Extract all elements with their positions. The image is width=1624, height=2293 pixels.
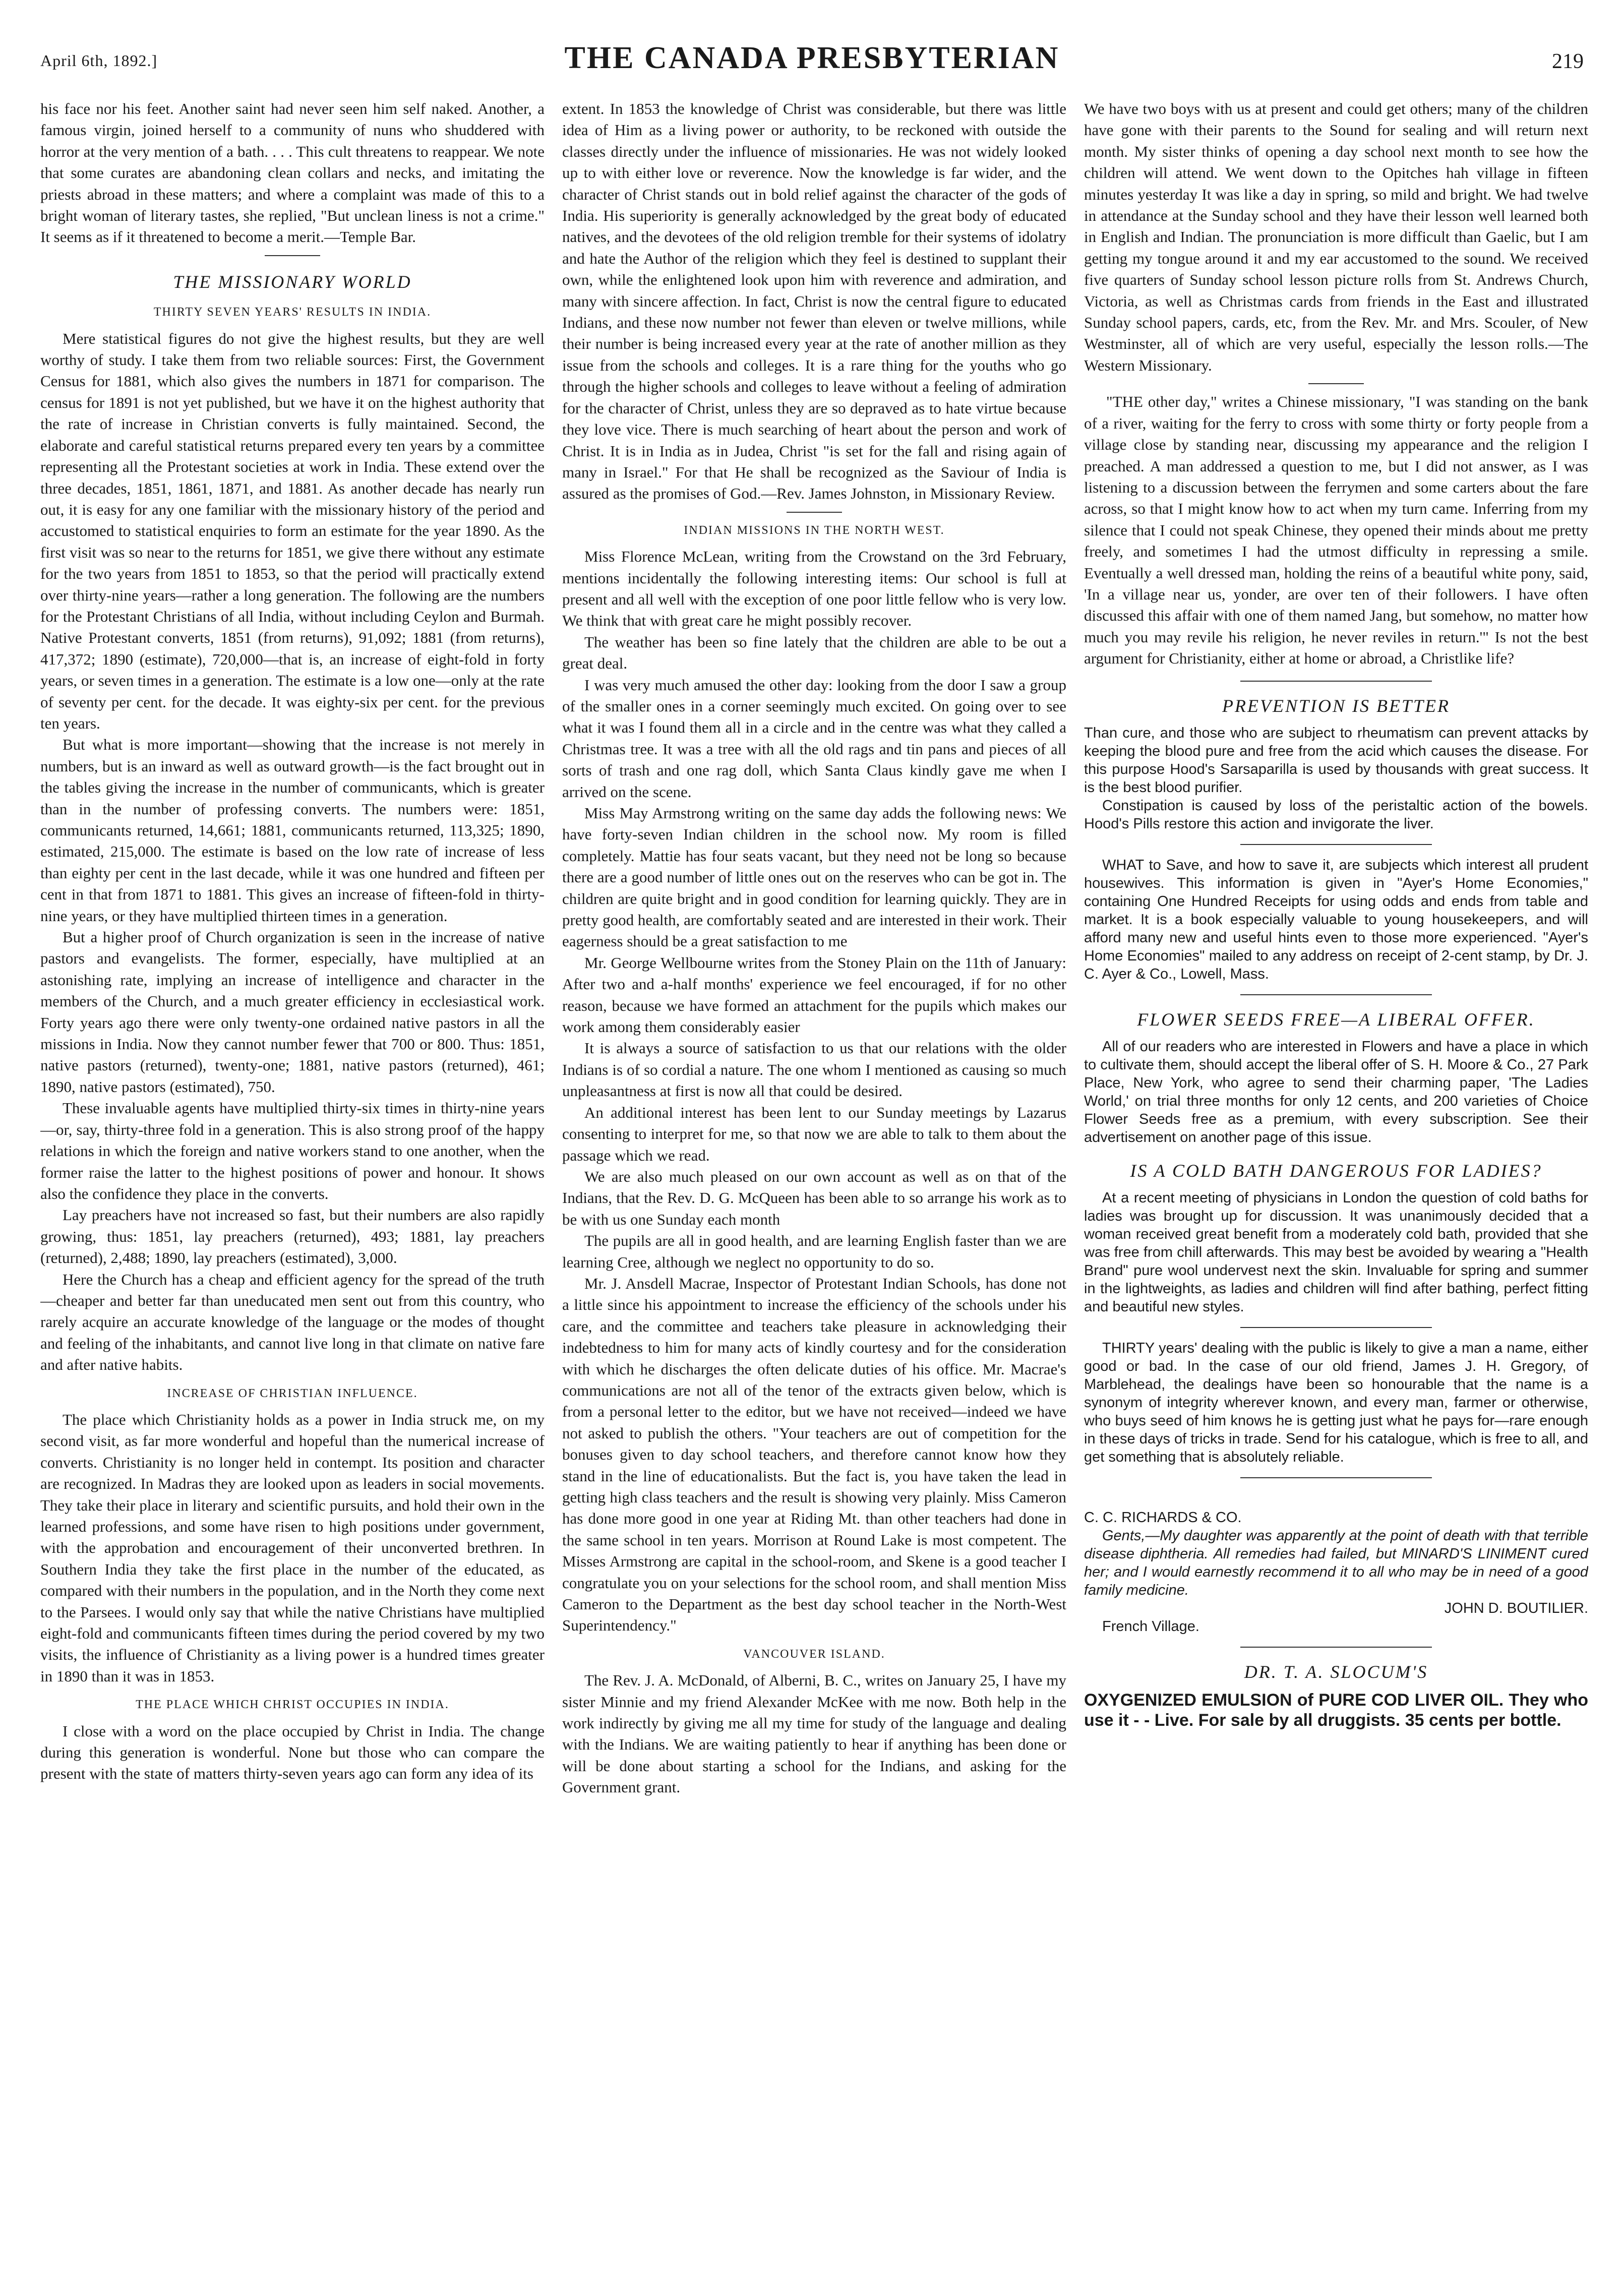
paragraph: Mr. J. Ansdell Macrae, Inspector of Protestant Indian Schools, has done not a little since his appointment to increase the efficiency of the schools under his care, and the committee and teachers take pleasure in acknowledging their indebtedness to him for many acts of kindly courtesy and for the consideration with which he discharges the often delicate duties of his office. Mr. Macrae's communications are not all of the tenor of the extracts given below, which is from a personal letter to the editor, but we have not received—indeed we have not asked to publish the others. "Your teachers are out of competition for the bonuses given to day school teachers, and therefore cannot know how they stand in the line of educationalists. But the fact is, you have taken the lead in getting high class teachers and the result is showing very plainly. Miss Cameron has done more good in one year at Riding Mt. than other teachers had done in the same school in ten years. Morrison at Round Lake is most competent. The Misses Armstrong are capital in the school-room, and Skene is a good teacher I congratulate you on your selections for the school room, and shall mention Miss Cameron to the Department as the best day school teacher in the North-West Superintendency." bbox=[562, 1274, 1066, 1635]
advertisement-hoods bbox=[1084, 697, 1588, 833]
ad-paragraph: All of our readers who are interested in Flowers and have a place in which to cultivate them, should accept the liberal offer of S. H. Moore & Co., 27 Park Place, New York, who agree to send their charming paper, 'The Ladies World,' on trial three months for only 12 cents, and 200 varieties of Choice Flower Seeds free as a premium, with every subscription. See their advertisement on another page of this issue. bbox=[1084, 1038, 1588, 1145]
column-1 bbox=[40, 98, 545, 2266]
paragraph: The weather has been so fine lately that the children are able to be out a great deal. bbox=[562, 633, 1066, 673]
paragraph: Miss May Armstrong writing on the same day adds the following news: We have forty-seven Indian children in the school now. My room is filled completely. Mattie has four seats vacant, but they need not be long so because there are a good number of little ones out on the reserves who can be got in. The children are quite bright and in good condition for learning quickly. They are in pretty good health, are comfortably seated and are interested in their work. Their eagerness should be a great satisfaction to me bbox=[562, 804, 1066, 950]
article-continuation: his face nor his feet. Another saint had never seen him self naked. Another, a famous virgin, joined herself to a community of nuns who shuddered with horror at the very mention of a bath. . . . This cult threatens to reappear. We note that some curates are abandoning clean collars and necks, and imitating the priests abroad in these matters; and where a complaint was made of this to a bright woman of literary tastes, she replied, "But unclean liness is not a crime." It seems as if it threatened to become a merit.—Temple Bar. bbox=[40, 100, 545, 246]
article-heading: VANCOUVER ISLAND. bbox=[743, 1647, 885, 1661]
ad-paragraph: WHAT to Save, and how to save it, are subjects which interest all prudent housewives. This information is given in "Ayer's Home Economies," containing One Hundred Receipts for using odds and ends from table and market. It is a book especially valuable to young housekeepers, and will afford many new and useful hints even to those more experienced. "Ayer's Home Economies" mailed to any address on receipt of 2-cent stamp, by Dr. J. C. Ayer & Co., Lowell, Mass. bbox=[1084, 857, 1588, 982]
paragraph: Miss Florence McLean, writing from the Crowstand on the 3rd February, mentions incidentally the following interesting items: Our school is full at present and all well with the exception of one poor little fellow who is very low. We think that with great care he might possibly recover. bbox=[562, 548, 1066, 630]
issue-date: April 6th, 1892.] bbox=[40, 51, 158, 70]
subheading: THE PLACE WHICH CHRIST OCCUPIES IN INDIA. bbox=[136, 1698, 449, 1712]
paragraph: The place which Christianity holds as a power in India struck me, on my second visit, as far more wonderful and hopeful than the numerical increase of converts. Christianity is no longer held in contempt. Its position and character are recognized. In Madras they are looked upon as leaders in social movements. They take their place in literary and scientific pursuits, and hold their own in the learned professions, and some have risen to high positions under government, with the approbation and encouragement of their unconverted brethren. In Southern India they take the first place in the number of the educated, as compared with their numbers in the population, and in the North they come next to the Parsees. I would only say that while the native Christians have multiplied eight-fold and communicants fifteen times during the period covered by my two visits, the influence of Christianity as a living power is a hundred times greater in 1890 than it was in 1853. bbox=[40, 1410, 545, 1685]
ad-addressee: C. C. RICHARDS & CO. bbox=[1084, 1509, 1242, 1526]
ad-paragraph: OXYGENIZED EMULSION of PURE COD LIVER OIL. They who use it - - Live. For sale by all druggists. 35 cents per bottle. bbox=[1084, 1690, 1588, 1730]
divider bbox=[1240, 1647, 1432, 1648]
divider bbox=[787, 512, 842, 513]
ad-signature: JOHN D. BOUTILIER. bbox=[1444, 1600, 1588, 1616]
paragraph: But a higher proof of Church organization is seen in the increase of native pastors and evangelists. The former, especially, have multiplied at an astonishing rate, implying an increase of intelligence and character in the members of the Church, and a much greater efficiency in ecclesiastical work. Forty years ago there were only twenty-one ordained native pastors in all the missions in India. Now they cannot number fewer that 700 or 800. Thus: 1851, native pastors (returned), twenty-one; 1881, native pastors (returned), 461; 1890, native pastors (estimated), 750. bbox=[40, 928, 545, 1096]
article-heading: INDIAN MISSIONS IN THE NORTH WEST. bbox=[684, 523, 945, 537]
paragraph: "THE other day," writes a Chinese missionary, "I was standing on the bank of a river, waiting for the ferry to cross with some thirty or forty people from a village close by standing near, discussing my appearance and the religion I preached. A man addressed a question to me, but I did not answer, as I was listening to a discussion between the ferrymen and some carters about the fare across, so that I might know how to act when my turn came. Inferring from my silence that I could not speak Chinese, they opened their minds about me pretty freely, and sometimes I had the utmost difficulty in repressing a smile. Eventually a well dressed man, holding the reins of a beautiful white pony, said, 'In a village near us, yonder, are over ten of their followers. I have often discussed this affair with one of them named Jang, but somehow, no matter how much you may revile his religion, he never reviles in return.'" Is not the best argument for Christianity, either at home or abroad, a Christlike life? bbox=[1084, 393, 1588, 668]
advertisement-slocum bbox=[1084, 1663, 1588, 1730]
paragraph: An additional interest has been lent to our Sunday meetings by Lazarus consenting to interpret for me, so that now we are able to talk to them about the passage which we read. bbox=[562, 1103, 1066, 1164]
divider bbox=[265, 255, 320, 256]
masthead-title: THE CANADA PRESBYTERIAN bbox=[564, 41, 1060, 75]
divider bbox=[1308, 383, 1364, 384]
divider bbox=[1240, 994, 1432, 995]
paragraph: The pupils are all in good health, and are learning English faster than we are learning Cree, although we neglect no opportunity to do so. bbox=[562, 1232, 1066, 1271]
paragraph: Lay preachers have not increased so fast, but their numbers are also rapidly growing, thus: 1851, lay preachers (returned), 493; 1881, lay preachers (returned), 2,488; 1890, lay preachers (estimated), 3,000. bbox=[40, 1206, 545, 1267]
article-heading: THIRTY SEVEN YEARS' RESULTS IN INDIA. bbox=[153, 306, 432, 319]
page-header bbox=[40, 40, 1584, 86]
paragraph: We are also much pleased on our own account as well as on that of the Indians, that the Rev. D. G. McQueen has been able to so arrange his work as to be with us one Sunday each month bbox=[562, 1167, 1066, 1228]
ad-place: French Village. bbox=[1102, 1618, 1199, 1635]
advertisement-flower-seeds bbox=[1084, 1010, 1588, 1146]
paragraph: I was very much amused the other day: looking from the door I saw a group of the smaller ones in a corner seemingly much excited. On going over to see what it was I found them all in a circle and in the centre was what they called a Christmas tree. It was a tree with all the old rags and tin pans and pieces of all sorts of trash and one rag doll, which Santa Claus kindly gave me when I arrived on the scene. bbox=[562, 676, 1066, 801]
article-continuation: We have two boys with us at present and could get others; many of the children have gone with their parents to the Sound for sealing and will return next month. My sister thinks of opening a day school next month to see how the children will attend. We went down to the Opitches hah village in fifteen minutes yesterday It was like a day in spring, so mild and bright. We had twelve in attendance at the Sunday school and they have their lesson well learned both in English and Indian. The pronunciation is more difficult than Gaelic, but I am getting my tongue around it and my ear accustomed to the sound. We received five quarters of Sunday school lesson picture rolls from St. Andrews Church, Victoria, as well as Christmas cards from friends in the East and illustrated Sunday school papers, cards, etc, from the Rev. Mr. and Mrs. Scouler, of New Westminster, all of which are very useful, especially the lesson rolls.—The Western Missionary. bbox=[1084, 100, 1588, 374]
ad-heading: DR. T. A. SLOCUM'S bbox=[1244, 1661, 1428, 1682]
ad-heading: IS A COLD BATH DANGEROUS FOR LADIES? bbox=[1130, 1160, 1542, 1181]
advertisement-cold-bath bbox=[1084, 1162, 1588, 1316]
paragraph: Mr. George Wellbourne writes from the Stoney Plain on the 11th of January: After two and a-half months' experience we feel encouraged, if for no other reason, because we have formed an attachment for the pupils which makes our work among them considerably easier bbox=[562, 953, 1066, 1036]
paragraph: Mere statistical figures do not give the highest results, but they are well worthy of study. I take them from two reliable sources: First, the Government Census for 1881, which also gives the numbers in 1871 for comparison. The census for 1891 is not yet published, but we have it on the highest authority that the rate of increase in Christian converts is fully maintained. Second, the elaborate and careful statistical returns prepared every ten years by a committee representing all the Protestant societies at work in India. These extend over the three decades, 1851, 1861, 1871, and 1881. As another decade has nearly run out, it is easy for any one familiar with the missionary history of the period and accustomed to statistical enquiries to form an estimate for the year 1890. As the first visit was so near to the returns for 1851, we give there without any estimate for the two years from 1851 to 1853, so that the period will practically extend over thirty-nine years—rather a long generation. The following are the numbers for the Protestant Christians of all India, without including Ceylon and Burmah. Native Protestant converts, 1851 (from returns), 91,092; 1881 (from returns), 417,372; 1890 (estimate), 720,000—that is, an increase of eight-fold in forty years, or seven times in a generation. The estimate is a low one—only at the rate of seventy per cent. for the decade. It was eighty-six per cent. for the previous ten years. bbox=[40, 329, 545, 732]
column-3 bbox=[1084, 98, 1588, 2266]
article-continuation: extent. In 1853 the knowledge of Christ was considerable, but there was little idea of Him as a living power or authority, to be reckoned with outside the classes directly under the influence of missionaries. He was not widely looked up to with either love or reverence. Now the knowledge is far wider, and the character of Christ stands out in bold relief against the character of the gods of India. His superiority is generally acknowledged by the great body of educated natives, and the devotees of the old religion tremble for their systems of idolatry and hate the Author of the religion which they feel is destined to supplant their own, while the enlightened look upon him with reverence and admiration, and many with sincere affection. In fact, Christ is now the central figure to educated Indians, and these now number not fewer than eleven or twelve millions, while their number is being increased every year at the rate of another million as they issue from the schools and colleges. It is a rare thing for the youths who go through the higher schools and colleges to leave without a feeling of admiration for the character of Christ, unless they are so depraved as to hate virtue because they love vice. There is much searching of heart about the person and work of Christ. It is in India as in Judea, Christ "is set for the fall and rising again of many in Israel." For that He shall be recognized as the Saviour of India is assured as the promises of God.—Rev. James Johnston, in Missionary Review. bbox=[562, 100, 1066, 503]
advertisement-ayer bbox=[1084, 856, 1588, 983]
advertisement-minards bbox=[1084, 1508, 1588, 1636]
paragraph: These invaluable agents have multiplied thirty-six times in thirty-nine years—or, say, thirty-three fold in a generation. This is also strong proof of the happy relations in which the foreign and native workers stand to one another, when the former raise the latter to the highest positions of power and honour. It shows also the confidence they place in the converts. bbox=[40, 1099, 545, 1202]
ad-paragraph: Gents,—My daughter was apparently at the point of death with that terrible disease diphtheria. All remedies had failed, but MINARD'S LINIMENT cured her; and I would earnestly recommend it to all who may be in need of a good family medicine. bbox=[1084, 1527, 1588, 1598]
ad-paragraph: THIRTY years' dealing with the public is likely to give a man a name, either good or bad. In the case of our old friend, James J. H. Gregory, of Marblehead, the dealings have been so honourable that the name is a synonym of integrity wherever known, and every man, farmer or otherwise, who buys seed of him knows he is getting just what he pays for—rare enough in these days of tricks in trade. Send for his catalogue, which is free to all, and get something that is absolutely reliable. bbox=[1084, 1340, 1588, 1465]
paragraph: The Rev. J. A. McDonald, of Alberni, B. C., writes on January 25, I have my sister Minnie and my friend Alexander McKee with me now. Both help in the work indirectly by giving me all my time for study of the language and dealing with the Indians. We are waiting patiently to hear if anything has been done or will be done about starting a school for the Indians, and asking for the Government grant. bbox=[562, 1671, 1066, 1796]
ad-heading: PREVENTION IS BETTER bbox=[1222, 695, 1450, 716]
advertisement-gregory bbox=[1084, 1339, 1588, 1466]
paragraph: I close with a word on the place occupied by Christ in India. The change during this generation is wonderful. None but those who can compare the present with the state of matters thirty-seven years ago can form any idea of its bbox=[40, 1722, 545, 1783]
paragraph: It is always a source of satisfaction to us that our relations with the older Indians is of so cordial a nature. The one whom I mentioned as causing so much unpleasantness at first is now all that could be desired. bbox=[562, 1039, 1066, 1100]
divider bbox=[1240, 1327, 1432, 1328]
subheading: INCREASE OF CHRISTIAN INFLUENCE. bbox=[167, 1386, 418, 1400]
ad-paragraph: At a recent meeting of physicians in London the question of cold baths for ladies was brought up for discussion. It was unanimously decided that a woman received great benefit from a moderately cold bath, provided that she was free from chill afterwards. This may best be avoided by wearing a "Health Brand" pure wool undervest next the skin. Invaluable for spring and summer in the lightweights, as ladies and children will find after bathing, perfect fitting and beautiful new styles. bbox=[1084, 1189, 1588, 1315]
section-heading: THE MISSIONARY WORLD bbox=[173, 271, 412, 292]
page-number: 219 bbox=[1552, 50, 1584, 73]
paragraph: Here the Church has a cheap and efficient agency for the spread of the truth—cheaper and better far than uneducated men sent out from this country, who rarely acquire an accurate knowledge of the language or the modes of thought and feeling of the inhabitants, and cannot live long in that climate on native fare and after native habits. bbox=[40, 1270, 545, 1374]
ad-paragraph: Constipation is caused by loss of the peristaltic action of the bowels. Hood's Pills restore this action and invigorate the liver. bbox=[1084, 797, 1588, 832]
divider bbox=[1240, 844, 1432, 845]
divider bbox=[1240, 681, 1432, 682]
divider bbox=[1240, 1477, 1432, 1478]
paragraph: But what is more important—showing that the increase is not merely in numbers, but is an inward as well as outward growth—is the fact brought out in the tables giving the increase in the number of communicants, which is greater than in the number of professing converts. The numbers were: 1851, communicants returned, 14,661; 1881, communicants returned, 113,325; 1890, estimated, 215,000. The estimate is based on the low rate of increase of less than eighty per cent in the last decade, while it was one hundred and fifteen per cent in that from 1871 to 1881. This gives an increase of fifteen-fold in thirty-nine years, or they have multiplied thirteen times in a generation. bbox=[40, 736, 545, 925]
ad-paragraph: Than cure, and those who are subject to rheumatism can prevent attacks by keeping the blood pure and free from the acid which causes the disease. For this purpose Hood's Sarsaparilla is used by thousands with great success. It is the best blood purifier. bbox=[1084, 725, 1588, 796]
column-2 bbox=[562, 98, 1066, 2266]
ad-heading: FLOWER SEEDS FREE—A LIBERAL OFFER. bbox=[1137, 1009, 1535, 1030]
